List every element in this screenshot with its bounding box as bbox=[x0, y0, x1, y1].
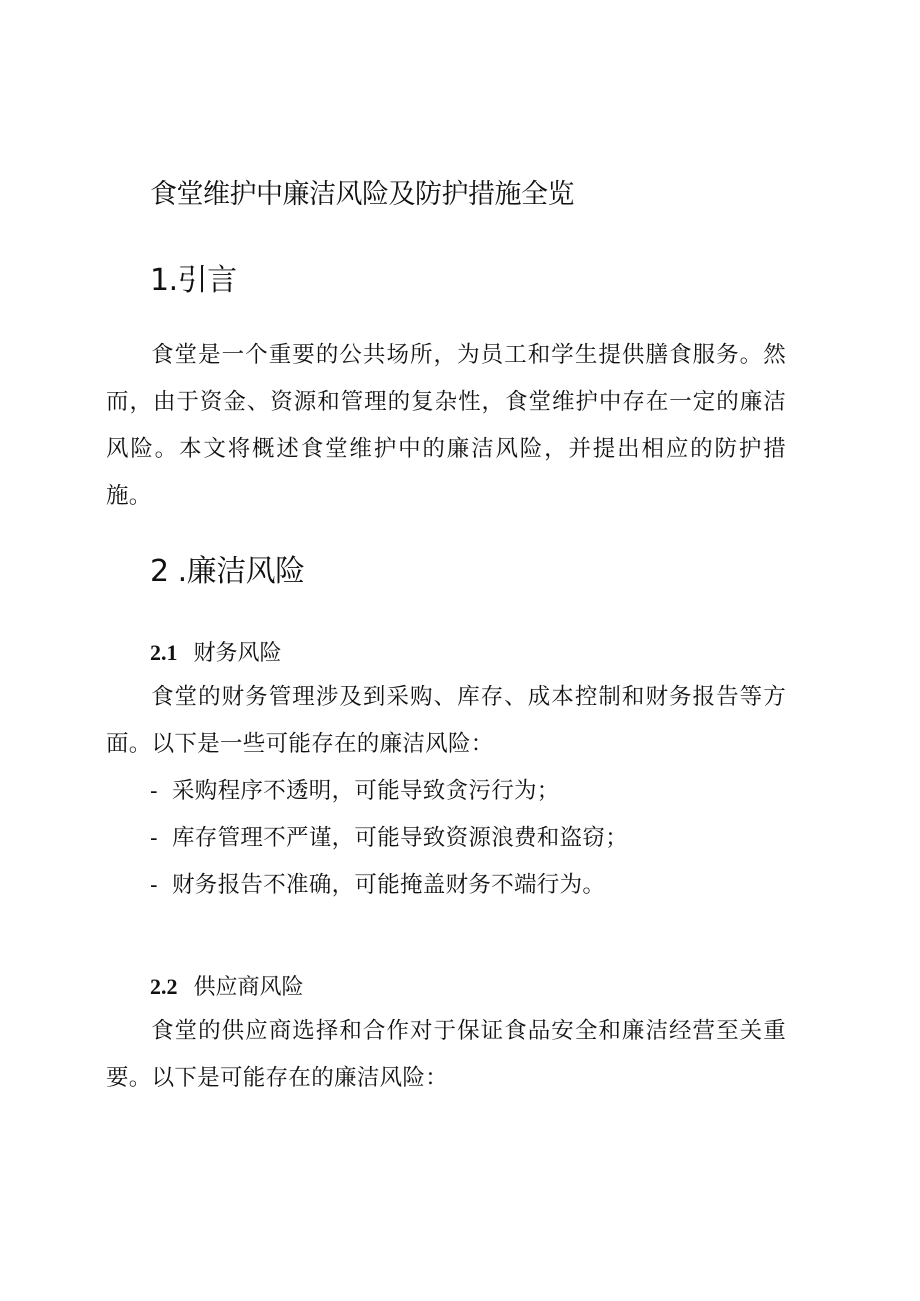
list-item: - 财务报告不准确，可能掩盖财务不端行为。 bbox=[150, 862, 628, 909]
document-title: 食堂维护中廉洁风险及防护措施全览 bbox=[150, 179, 574, 210]
section-heading-integrity-risk: 2 .廉洁风险 bbox=[150, 554, 305, 589]
list-item: - 库存管理不严谨，可能导致资源浪费和盗窃； bbox=[150, 815, 628, 862]
subsection-number: 2.2 bbox=[150, 974, 178, 999]
list-item: - 采购程序不透明，可能导致贪污行为； bbox=[150, 768, 628, 815]
introduction-paragraph: 食堂是一个重要的公共场所，为员工和学生提供膳食服务。然而，由于资金、资源和管理的复杂性，食堂维护中存在一定的廉洁风险。本文将概述食堂维护中的廉洁风险，并提出相应的防护措施。 bbox=[106, 342, 786, 509]
bullet-dash: - bbox=[150, 778, 158, 804]
supplier-risk-paragraph: 食堂的供应商选择和合作对于保证食品安全和廉洁经营至关重要。以下是可能存在的廉洁风险： bbox=[106, 1018, 786, 1091]
financial-risk-paragraph: 食堂的财务管理涉及到采购、库存、成本控制和财务报告等方面。以下是一些可能存在的廉洁风险： bbox=[106, 684, 786, 757]
subsection-heading-financial-risk bbox=[150, 636, 282, 667]
bullet-dash: - bbox=[150, 872, 158, 898]
subsection-number: 2.1 bbox=[150, 640, 178, 665]
subsection-heading-supplier-risk bbox=[150, 970, 304, 1001]
subsection-title: 供应商风险 bbox=[193, 975, 304, 1000]
subsection-title: 财务风险 bbox=[193, 641, 282, 666]
financial-risk-list bbox=[150, 768, 628, 909]
bullet-dash: - bbox=[150, 825, 158, 851]
section-heading-introduction: 1.引言 bbox=[150, 263, 237, 298]
